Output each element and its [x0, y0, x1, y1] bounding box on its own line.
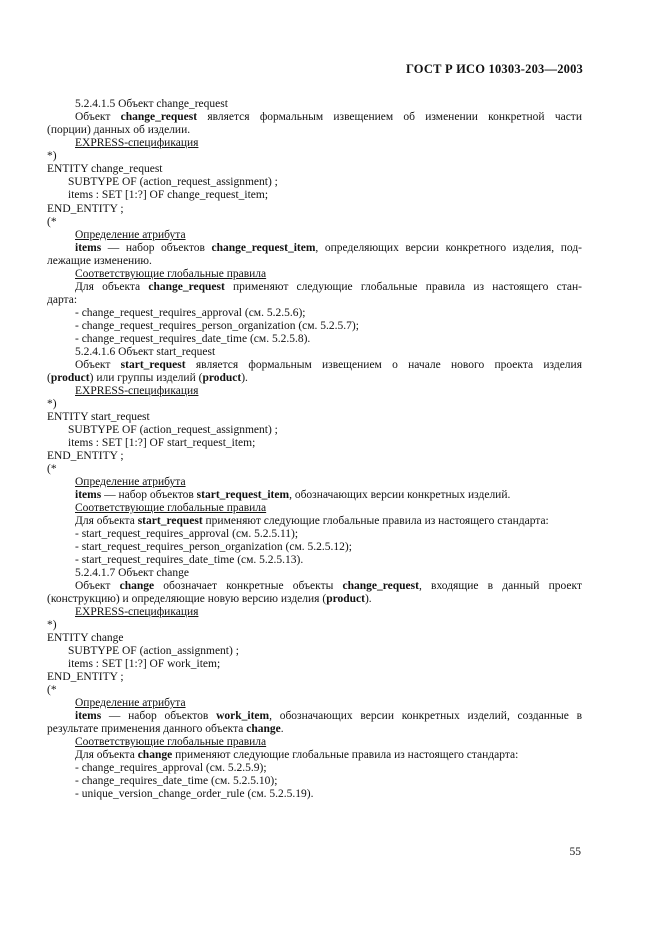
text-line [75, 385, 582, 398]
bold-term: change_request_item [211, 242, 316, 254]
text-line [68, 176, 582, 189]
text-line [75, 320, 582, 333]
text-segment: ENTITY change [47, 632, 124, 644]
bold-term: items [75, 710, 102, 722]
bold-term: change_request [120, 111, 198, 123]
text-segment: ). [364, 593, 372, 605]
text-line [47, 203, 582, 216]
bold-term: product [202, 372, 242, 384]
bold-term: change [137, 749, 173, 761]
text-line [68, 645, 582, 658]
bold-term: change_request [148, 281, 225, 293]
text-line [68, 189, 582, 202]
section-heading: Соответствующие глобальные правила [75, 502, 267, 514]
text-segment: END_ENTITY ; [47, 671, 124, 683]
text-segment: , обозначающих версии конкретных изделий, созданные в [269, 710, 582, 722]
text-segment: - start_request_requires_approval (см. 5.2.5.11); [75, 528, 299, 540]
text-segment: . [280, 723, 284, 735]
text-segment: items : SET [1:?] OF work_item; [68, 658, 221, 670]
text-segment: - change_request_requires_approval (см. 5.2.5.6); [75, 307, 306, 319]
text-line [75, 476, 582, 489]
text-line [75, 762, 582, 775]
text-segment: SUBTYPE OF (action_request_assignment) ; [68, 424, 278, 436]
text-segment: items : SET [1:?] OF start_request_item; [68, 437, 256, 449]
bold-term: change_request [342, 580, 419, 592]
bold-term: items [75, 489, 102, 501]
text-segment: , входящие в данный проект [418, 580, 582, 592]
text-segment: (* [47, 684, 57, 696]
text-segment: ) или группы изделий ( [89, 372, 203, 384]
text-line [68, 658, 582, 671]
text-segment: *) [47, 398, 57, 410]
text-line [47, 723, 582, 736]
text-line [75, 333, 582, 346]
text-line [75, 606, 582, 619]
text-segment: - change_requires_approval (см. 5.2.5.9); [75, 762, 267, 774]
text-line [68, 424, 582, 437]
text-segment: 5.2.4.1.5 Объект change_request [75, 98, 228, 110]
text-line [75, 242, 582, 255]
text-segment: (* [47, 216, 57, 228]
bold-term: change [246, 723, 281, 735]
text-line [75, 98, 582, 111]
text-line [75, 567, 582, 580]
text-segment: END_ENTITY ; [47, 203, 124, 215]
text-segment: результате применения данного объекта [47, 723, 247, 735]
text-line [75, 281, 582, 294]
text-line [75, 541, 582, 554]
text-line [75, 580, 582, 593]
bold-term: change [119, 580, 155, 592]
text-line [75, 489, 582, 502]
text-segment: Объект [75, 111, 121, 123]
text-segment: - change_request_requires_date_time (см. 5.2.5.8). [75, 333, 311, 345]
text-line [47, 671, 582, 684]
text-line [68, 437, 582, 450]
text-segment: ). [241, 372, 248, 384]
text-segment: обозначает конкретные объекты [154, 580, 343, 592]
bold-term: product [326, 593, 365, 605]
text-line [47, 632, 582, 645]
page-number: 55 [569, 846, 581, 858]
text-line [47, 450, 582, 463]
text-segment: , обозначающих версии конкретных изделий. [289, 489, 511, 501]
text-segment: END_ENTITY ; [47, 450, 124, 462]
text-line [75, 307, 582, 320]
text-segment: — набор объектов [101, 242, 212, 254]
text-line [75, 697, 582, 710]
text-segment: *) [47, 619, 57, 631]
section-heading: EXPRESS-спецификация [75, 606, 199, 618]
text-line [75, 775, 582, 788]
text-line [47, 411, 582, 424]
text-line [75, 710, 582, 723]
bold-term: start_request_item [196, 489, 290, 501]
text-segment: - unique_version_change_order_rule (см. 5.2.5.19). [75, 788, 314, 800]
text-line [47, 398, 582, 411]
text-line [47, 372, 582, 385]
bold-term: items [75, 242, 102, 254]
text-line [47, 463, 582, 476]
text-line [75, 528, 582, 541]
text-segment: применяют следующие глобальные правила из настоящего стандарта: [202, 515, 549, 527]
text-line [75, 749, 582, 762]
text-line [75, 268, 582, 281]
text-line [47, 619, 582, 632]
text-line [75, 736, 582, 749]
text-segment: SUBTYPE OF (action_assignment) ; [68, 645, 239, 657]
text-segment: применяют следующие глобальные правила из настоящего стан- [224, 281, 582, 293]
text-line [47, 124, 582, 137]
text-segment: является формальным извещением об изменении конкретной части [197, 111, 582, 123]
text-segment: (конструкцию) и определяющие новую версию изделия ( [47, 593, 327, 605]
text-line [75, 502, 582, 515]
section-heading: Соответствующие глобальные правила [75, 268, 267, 280]
text-segment: дарта: [47, 294, 78, 306]
text-segment: Для объекта [75, 281, 149, 293]
section-heading: Определение атрибута [75, 697, 186, 709]
text-line [47, 255, 582, 268]
text-line [75, 111, 582, 124]
bold-term: start_request [137, 515, 203, 527]
text-segment: , определяющих версии конкретного изделия, под- [315, 242, 582, 254]
text-line [75, 137, 582, 150]
text-line [47, 684, 582, 697]
text-segment: ENTITY change_request [47, 163, 163, 175]
bold-term: product [50, 372, 90, 384]
section-heading: EXPRESS-спецификация [75, 385, 199, 397]
text-line [75, 359, 582, 372]
section-heading: Определение атрибута [75, 476, 186, 488]
text-segment: — набор объектов [101, 489, 197, 501]
text-segment: 5.2.4.1.7 Объект change [75, 567, 189, 579]
text-line [47, 150, 582, 163]
text-line [75, 515, 582, 528]
text-line [47, 216, 582, 229]
bold-term: start_request [120, 359, 186, 371]
text-line [47, 294, 582, 307]
bold-term: work_item [216, 710, 270, 722]
text-segment: — набор объектов [101, 710, 217, 722]
text-segment: является формальным извещением о начале нового проекта изделия [185, 359, 582, 371]
text-segment: ENTITY start_request [47, 411, 150, 423]
text-segment: лежащие изменению. [47, 255, 152, 267]
text-segment: Для объекта [75, 749, 138, 761]
text-segment: items : SET [1:?] OF change_request_item; [68, 189, 269, 201]
text-segment: Объект [75, 359, 121, 371]
text-segment: Для объекта [75, 515, 138, 527]
text-line [47, 163, 582, 176]
text-segment: - change_requires_date_time (см. 5.2.5.10); [75, 775, 278, 787]
section-heading: Определение атрибута [75, 229, 186, 241]
text-line [75, 229, 582, 242]
text-line [75, 346, 582, 359]
document-header: ГОСТ Р ИСО 10303-203—2003 [405, 62, 583, 76]
text-segment: (* [47, 463, 57, 475]
text-segment: 5.2.4.1.6 Объект start_request [75, 346, 216, 358]
text-segment: - start_request_requires_person_organization (см. 5.2.5.12); [75, 541, 352, 553]
text-line [47, 593, 582, 606]
text-segment: Объект [75, 580, 120, 592]
text-segment: (порции) данных об изделии. [47, 124, 191, 136]
text-segment: ( [47, 372, 51, 384]
section-heading: EXPRESS-спецификация [75, 137, 199, 149]
text-segment: *) [47, 150, 57, 162]
text-segment: - start_request_requires_date_time (см. 5.2.5.13). [75, 554, 304, 566]
text-segment: - change_request_requires_person_organization (см. 5.2.5.7); [75, 320, 359, 332]
text-line [75, 788, 582, 801]
section-heading: Соответствующие глобальные правила [75, 736, 267, 748]
text-segment: SUBTYPE OF (action_request_assignment) ; [68, 176, 278, 188]
text-line [75, 554, 582, 567]
text-segment: применяют следующие глобальные правила из настоящего стандарта: [172, 749, 519, 761]
